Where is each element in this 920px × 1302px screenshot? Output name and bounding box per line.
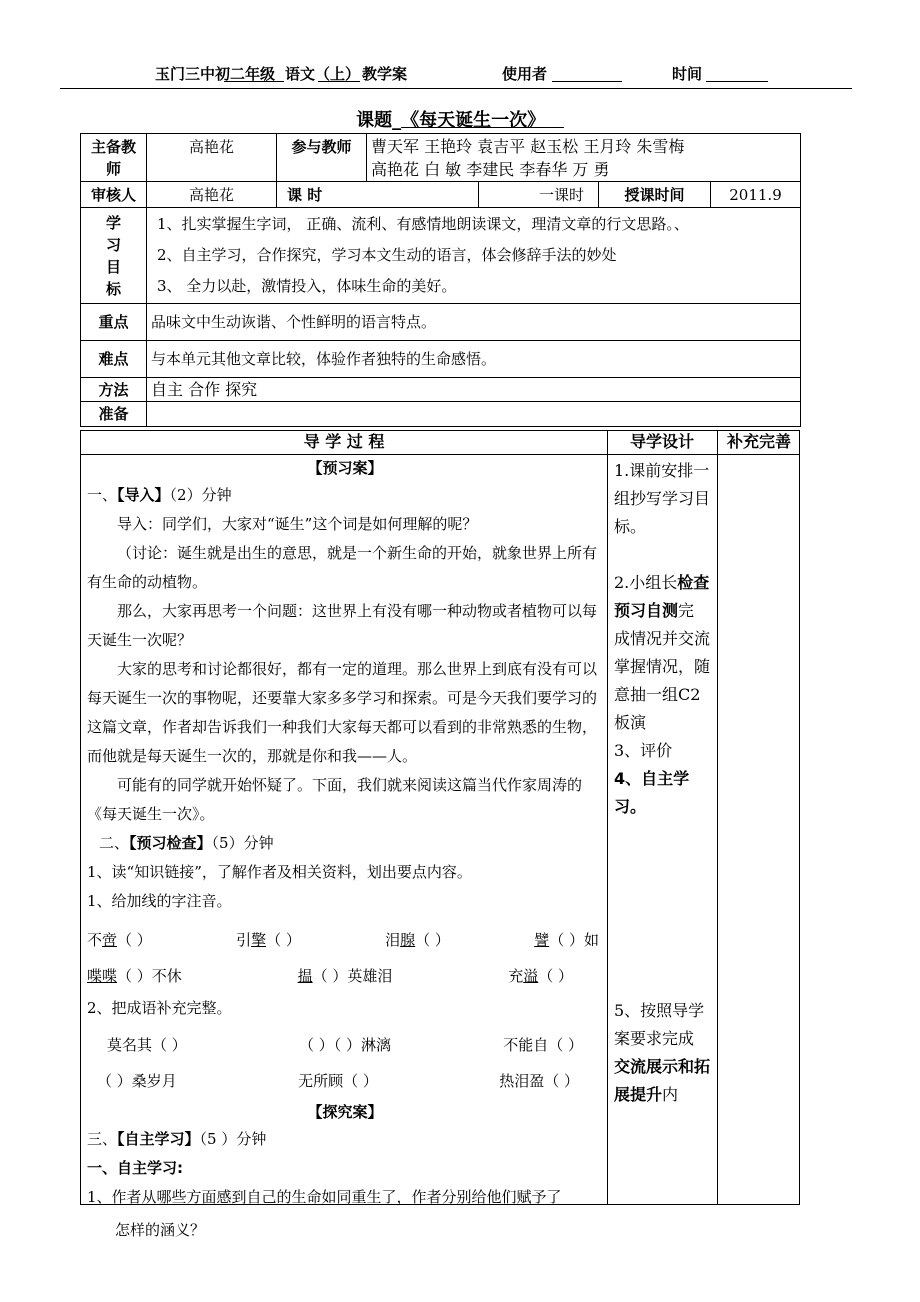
design-note-3: 3、评价 [614, 741, 673, 760]
prep-label: 准备 [81, 402, 147, 427]
supplement-header: 补充完善 [726, 432, 791, 451]
design-note-5: 5、按照导学案要求完成交流展示和拓展提升内 [614, 1001, 711, 1104]
header-doc-type: 教学案 [362, 65, 408, 83]
question-1-line-2: 怎样的涵义？ [115, 1221, 206, 1239]
pinyin-row-2: 喋喋（ ）不休 揾（ ）英雄泪 充溢（ ） [87, 967, 573, 985]
key-point-label: 重点 [81, 304, 147, 341]
page-header [0, 63, 920, 87]
question-paragraph: 那么，大家再思考一个问题：这世界上有没有哪一种动物或者植物可以每天诞生一次呢？ [87, 602, 598, 649]
title-name: 《每天诞生一次》 [401, 110, 546, 131]
discussion-paragraph: （讨论：诞生就是出生的意思，就是一个新生命的开始，就象世界上所有有生命的动植物。 [87, 544, 598, 591]
design-note-4: 4、自主学习。 [614, 769, 690, 816]
section-3-heading: 三、【自主学习】（5 ）分钟 [87, 1130, 267, 1148]
lesson-info-table [80, 133, 801, 427]
title-prefix: 课题 [356, 110, 393, 131]
design-notes [614, 455, 710, 1109]
reviewer-label: 审核人 [81, 182, 147, 208]
section-1-heading: 一、【导入】（2）分钟 [87, 486, 232, 504]
date-label: 授课时间 [599, 182, 711, 208]
section-2-heading: 二、【预习检查】（5）分钟 [99, 834, 274, 852]
header-underline-1 [224, 81, 284, 82]
preview-title: 【预习案】 [307, 459, 383, 477]
prep [147, 402, 801, 427]
difficulty: 与本单元其他文章比较，体验作者独特的生命感悟。 [147, 341, 801, 378]
task-pinyin: 1、给加线的字注音。 [87, 892, 232, 910]
difficulty-label: 难点 [81, 341, 147, 378]
lesson-title: 课题_《每天诞生一次》 [356, 110, 546, 131]
process-section [80, 430, 800, 1239]
method-label: 方法 [81, 378, 147, 402]
header-time-blank [706, 81, 768, 82]
participants-label: 参与教师 [277, 134, 367, 182]
lead-teacher: 高艳花 [147, 134, 277, 182]
task-knowledge-link: 1、读“知识链接”，了解作者及相关资料，划出要点内容。 [87, 863, 472, 881]
idiom-row-2: （ ）桑岁月 无所顾（ ） 热泪盈（ ） [97, 1072, 579, 1090]
header-user-blank [552, 81, 622, 82]
header-rule [60, 88, 852, 89]
objectives-label: 学 习 目 标 [81, 208, 147, 304]
periods-label: 课 时 [277, 182, 479, 208]
lead-teacher-label: 主备教师 [81, 134, 147, 182]
date: 2011.9 [711, 182, 801, 208]
method: 自主 合作 探究 [147, 378, 801, 402]
doubt-paragraph: 可能有的同学就开始怀疑了。下面，我们就来阅读这篇当代作家周涛的《每天诞生一次》。 [87, 776, 583, 823]
header-subject: 语文（上） [285, 65, 361, 83]
objective-2: 2、自主学习，合作探究，学习本文生动的语言，体会修辞手法的妙处 [157, 246, 617, 264]
participants: 曹天军 王艳玲 袁吉平 赵玉松 王月玲 朱雪梅 高艳花 白 敏 李建民 李春华 万 勇 [367, 134, 801, 182]
objective-1: 1、扎实掌握生字词， 正确、流利、有感情地朗读课文，理清文章的行文思路。、 [157, 215, 689, 233]
design-header: 导学设计 [629, 432, 694, 451]
header-user-label: 使用者 [502, 65, 548, 83]
header-time-label: 时间 [672, 65, 703, 83]
process-body [87, 455, 603, 1245]
explore-paragraph: 大家的思考和讨论都很好，都有一定的道理。那么世界上到底有没有可以每天诞生一次的事物呢，还要靠大家多多学习和探索。可是今天我们要学习的这篇文章，作者却告诉我们一种我们大家每天都可以看到的非常熟悉的生物，而他就是每天诞生一次的，那就是你和我——人。 [87, 660, 598, 765]
task-idioms: 2、把成语补充完整。 [87, 999, 232, 1017]
design-note-2: 2.小组长检查预习自测完成情况并交流掌握情况，随意抽一组C2板演 [614, 573, 711, 732]
objective-3: 3、 全力以赴，激情投入，体味生命的美好。 [157, 277, 457, 295]
intro-paragraph: 导入：同学们，大家对“诞生”这个词是如何理解的呢？ [117, 515, 478, 533]
pinyin-row-1: 不啻（ ） 引擎（ ） 泪腺（ ） 譬（ ）如 [87, 931, 599, 949]
header-school: 玉门三中初二年级 [155, 65, 276, 83]
self-study-heading: 一、自主学习: [87, 1159, 183, 1177]
question-1-line-1: 1、作者从哪些方面感到自己的生命如同重生了，作者分别给他们赋予了 [87, 1188, 562, 1206]
process-header: 导 学 过 程 [303, 432, 385, 451]
idiom-row-1: 莫名其（ ） （ ）（ ）淋漓 不能自（ ） [107, 1036, 583, 1054]
explore-title: 【探究案】 [307, 1103, 383, 1121]
periods: 一课时 [479, 182, 599, 208]
key-point: 品味文中生动诙谐、个性鲜明的语言特点。 [147, 304, 801, 341]
objectives [147, 208, 801, 304]
header-underline-2 [318, 81, 360, 82]
design-note-1: 1.课前安排一组抄写学习目标。 [614, 461, 711, 536]
reviewer: 高艳花 [147, 182, 277, 208]
